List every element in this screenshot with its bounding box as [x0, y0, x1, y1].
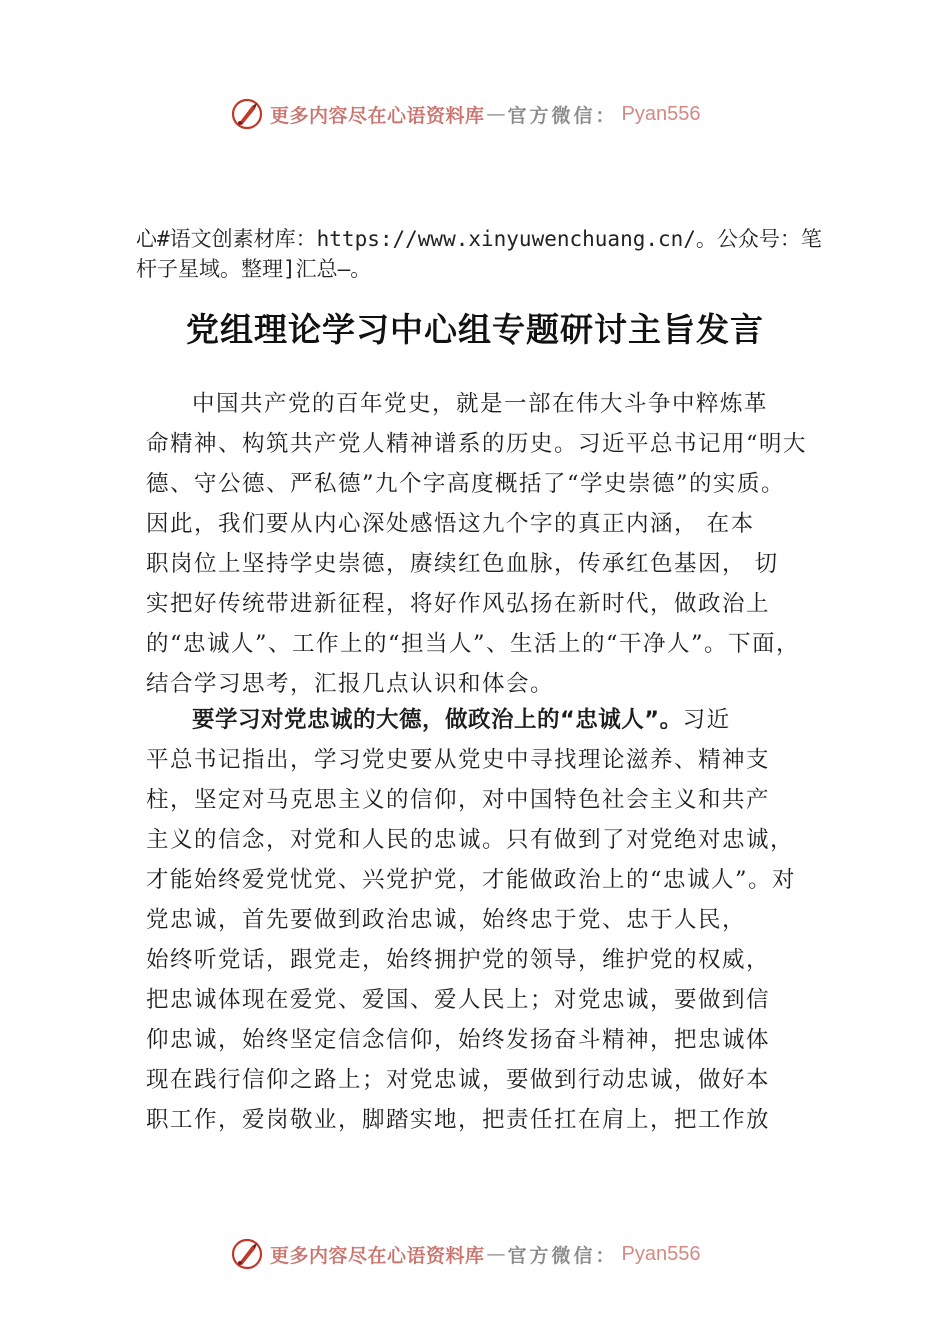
- wechat-id: Pyan556: [621, 1242, 701, 1265]
- paragraph-line: 党忠诚，首先要做到政治忠诚，始终忠于党、忠于人民，: [146, 907, 747, 933]
- paragraph-line: 中国共产党的百年党史，就是一部在伟大斗争中粹炼革: [192, 391, 769, 417]
- banner-dash: —: [486, 103, 506, 125]
- paragraph-line: 德、守公德、严私德”九个字高度概括了“学史崇德”的实质。: [146, 471, 786, 497]
- paragraph-line: 职岗位上坚持学史崇德，赓续红色血脉，传承红色基因， 切: [146, 551, 779, 577]
- paragraph-line: 仰忠诚，始终坚定信念信仰，始终发扬奋斗精神，把忠诚体: [146, 1027, 771, 1053]
- paragraph-line: 实把好传统带进新征程，将好作风弘扬在新时代，做政治上: [146, 591, 771, 617]
- paragraph-line: 命精神、构筑共产党人精神谱系的历史。习近平总书记用“明大: [146, 431, 808, 457]
- document-title: 党组理论学习中心组专题研讨主旨发言: [186, 310, 764, 349]
- paragraph-line: 的“忠诚人”、工作上的“担当人”、生活上的“干净人”。下面，: [146, 631, 801, 657]
- paragraph-first-line: [146, 700, 846, 740]
- paragraph-line: 结合学习思考，汇报几点认识和体会。: [146, 671, 555, 697]
- paragraph-line: 主义的信念，对党和人民的忠诚。只有做到了对党绝对忠诚，: [146, 827, 795, 853]
- paragraph-intro: [146, 384, 846, 704]
- paragraph-line: 才能始终爱党忧党、兴党护党，才能做政治上的“忠诚人”。对: [146, 867, 797, 893]
- wechat-label: 官方微信：: [507, 1244, 618, 1267]
- paragraph-line: 因此，我们要从内心深处感悟这九个字的真正内涵， 在本: [146, 511, 755, 537]
- section-heading: 要学习对党忠诚的大德，做政治上的“忠诚人”。: [192, 707, 683, 733]
- footer-banner: [230, 1234, 750, 1274]
- paragraph-line: 始终听党话，跟党走，始终拥护党的领导，维护党的权威，: [146, 947, 771, 973]
- promo-text: 更多内容尽在心语资料库: [270, 1244, 485, 1267]
- paragraph-line: 柱，坚定对马克思主义的信仰，对中国特色社会主义和共产: [146, 787, 771, 813]
- paragraph-loyalty: [146, 700, 846, 1140]
- banner-dash: —: [486, 1243, 506, 1265]
- promo-text: 更多内容尽在心语资料库: [270, 104, 485, 127]
- wechat-label: 官方微信：: [507, 104, 618, 127]
- paragraph-line: 职工作，爱岗敬业，脚踏实地，把责任扛在肩上，把工作放: [146, 1107, 771, 1133]
- quill-pen-logo-icon: [230, 1237, 264, 1271]
- quill-pen-logo-icon: [230, 97, 264, 131]
- source-line: 心#语文创素材库：https://www.xinyuwenchuang.cn/。公众号：笔杆子星域。整理]汇总—。: [136, 227, 822, 281]
- paragraph-line: 把忠诚体现在爱党、爱国、爱人民上；对党忠诚，要做到信: [146, 987, 771, 1013]
- paragraph-line-rest: 习近: [682, 707, 731, 733]
- paragraph-line: 平总书记指出，学习党史要从党史中寻找理论滋养、精神支: [146, 747, 771, 773]
- wechat-id: Pyan556: [621, 102, 701, 125]
- paragraph-line: 现在践行信仰之路上；对党忠诚，要做到行动忠诚，做好本: [146, 1067, 771, 1093]
- header-banner: [230, 94, 750, 134]
